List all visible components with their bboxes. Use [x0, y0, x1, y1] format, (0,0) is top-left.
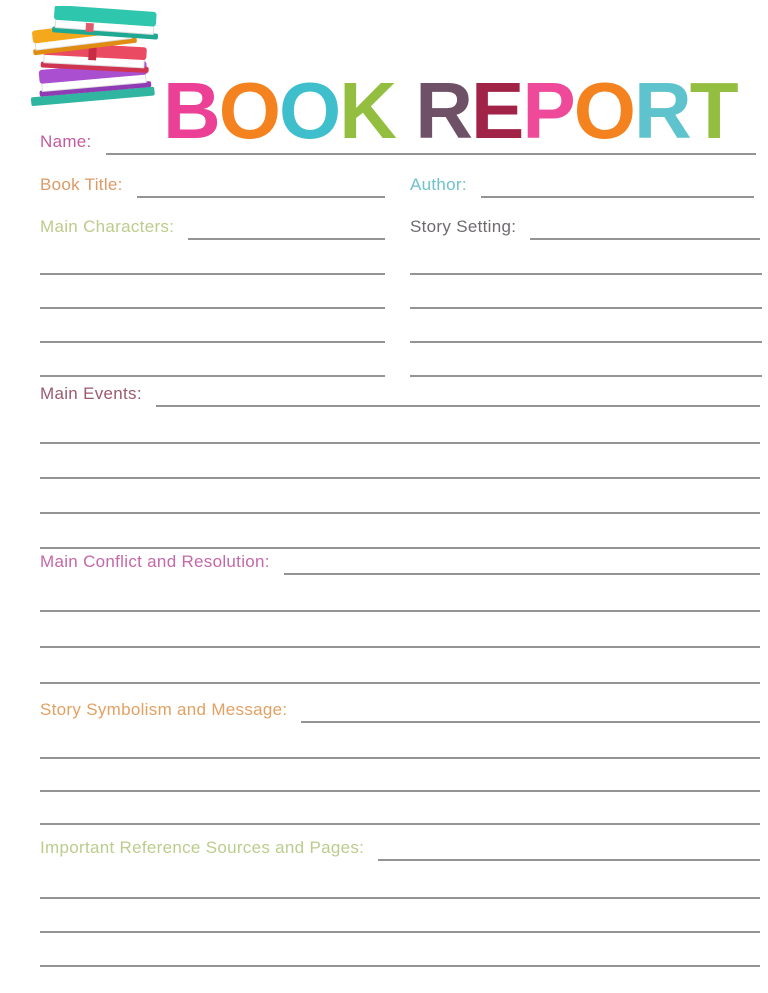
story-setting-lines: [410, 241, 762, 377]
writing-line: [40, 343, 385, 377]
main-conflict-write-line: [284, 567, 760, 575]
writing-line: [40, 241, 385, 275]
writing-line: [40, 444, 760, 479]
writing-line: [40, 865, 760, 899]
title-letter: R: [415, 65, 472, 155]
author-write-line: [481, 190, 754, 198]
main-characters-lines: [40, 241, 385, 377]
story-symbolism-write-line: [301, 715, 760, 723]
name-field-row: [40, 131, 756, 152]
writing-line: [40, 479, 760, 514]
writing-line: [40, 409, 760, 444]
title-letter: E: [471, 65, 523, 155]
story-setting-field-row: [410, 216, 760, 237]
title-letter: O: [218, 65, 280, 155]
writing-line: [40, 309, 385, 343]
book-title-field-row: [40, 174, 385, 195]
main-conflict-label: Main Conflict and Resolution:: [40, 552, 270, 571]
main-conflict-lines: [40, 576, 760, 684]
main-characters-label: Main Characters:: [40, 217, 175, 236]
main-characters-write-line: [188, 232, 385, 240]
main-conflict-field-row: [40, 551, 760, 572]
writing-line: [410, 275, 762, 309]
writing-line: [40, 759, 760, 792]
story-setting-write-line: [530, 232, 760, 240]
name-write-line: [106, 147, 756, 155]
story-symbolism-lines: [40, 726, 760, 825]
writing-line: [40, 726, 760, 759]
author-field-row: [410, 174, 754, 195]
writing-line: [40, 275, 385, 309]
title-letter: P: [522, 65, 574, 155]
main-events-write-line: [156, 399, 760, 407]
title-letter: T: [689, 65, 737, 155]
writing-line: [410, 241, 762, 275]
title-letter: B: [163, 65, 219, 155]
writing-line: [410, 309, 762, 343]
writing-line: [40, 612, 760, 648]
story-symbolism-label: Story Symbolism and Message:: [40, 700, 288, 719]
writing-line: [40, 792, 760, 825]
important-references-field-row: [40, 837, 760, 858]
important-references-label: Important Reference Sources and Pages:: [40, 838, 365, 857]
main-characters-field-row: [40, 216, 385, 237]
title-letter: K: [339, 65, 396, 155]
writing-line: [40, 648, 760, 684]
title-letter: R: [634, 65, 690, 155]
main-events-lines: [40, 409, 760, 549]
book-stack-icon: [28, 6, 163, 116]
main-events-field-row: [40, 383, 760, 404]
book-title-write-line: [137, 190, 385, 198]
writing-line: [40, 576, 760, 612]
important-references-write-line: [378, 853, 760, 861]
main-events-label: Main Events:: [40, 384, 142, 403]
important-references-lines: [40, 865, 760, 967]
author-label: Author:: [410, 175, 467, 194]
story-setting-label: Story Setting:: [410, 217, 517, 236]
writing-line: [40, 933, 760, 967]
writing-line: [40, 514, 760, 549]
writing-line: [410, 343, 762, 377]
title-letter: O: [279, 65, 340, 155]
story-symbolism-field-row: [40, 699, 760, 720]
book-title-label: Book Title:: [40, 175, 123, 194]
title-letter: O: [573, 65, 634, 155]
writing-line: [40, 899, 760, 933]
name-label: Name:: [40, 132, 92, 151]
